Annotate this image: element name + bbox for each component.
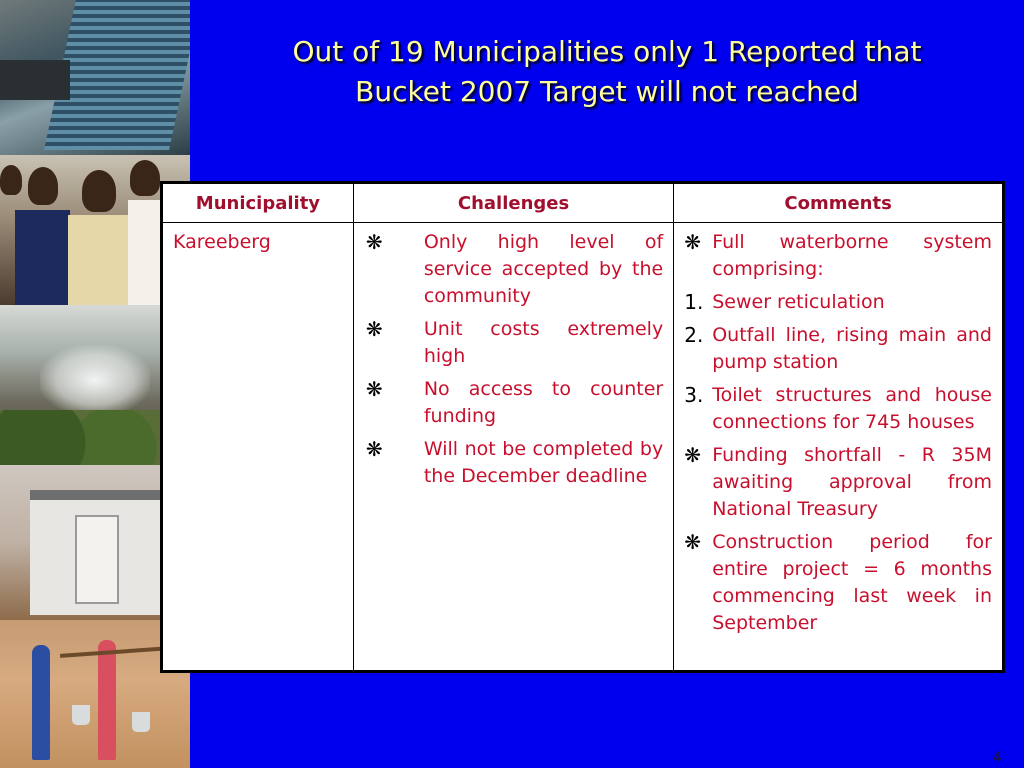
page-number: 4 (993, 750, 1002, 766)
title-line-1: Out of 19 Municipalities only 1 Reported that (292, 35, 922, 68)
challenge-text: Only high level of service accepted by the community (423, 231, 664, 307)
challenge-item (366, 229, 663, 310)
bullet-icon: ❋ (365, 317, 383, 341)
challenge-text: Will not be completed by the December deadline (423, 438, 664, 487)
header-challenges: Challenges (353, 183, 673, 223)
list-number: 1. (684, 290, 704, 314)
title-line-2: Bucket 2007 Target will not reached (355, 75, 859, 108)
bullet-icon: ❋ (684, 443, 701, 467)
comment-item (684, 229, 992, 283)
municipality-cell: Kareeberg (162, 223, 354, 672)
list-number: 2. (684, 323, 704, 347)
comment-item (684, 322, 992, 376)
comments-cell (674, 223, 1004, 672)
comment-text: Sewer reticulation (712, 291, 885, 313)
challenge-item (366, 316, 663, 370)
comment-text: Full waterborne system comprising: (712, 231, 992, 280)
comment-item (684, 529, 992, 637)
challenges-cell (353, 223, 673, 672)
bullet-icon: ❋ (684, 230, 701, 254)
comment-text: Construction period for entire project = 6 months commencing last week in September (712, 531, 992, 634)
challenge-text: Unit costs extremely high (423, 318, 664, 367)
comment-item (684, 289, 992, 316)
bullet-icon: ❋ (365, 437, 383, 461)
table-header-row (162, 183, 1004, 223)
bullet-icon: ❋ (684, 530, 701, 554)
bullet-icon: ❋ (365, 230, 383, 254)
comment-text: Funding shortfall - R 35M awaiting approval from National Treasury (712, 444, 992, 520)
comment-text: Toilet structures and house connections for 745 houses (712, 384, 992, 433)
header-comments: Comments (674, 183, 1004, 223)
water-treatment-photo (0, 0, 190, 155)
challenge-item (366, 376, 663, 430)
comment-item (684, 382, 992, 436)
comment-item (684, 442, 992, 523)
table-row (162, 223, 1004, 672)
challenge-text: No access to counter funding (423, 378, 664, 427)
header-municipality: Municipality (162, 183, 354, 223)
comment-text: Outfall line, rising main and pump station (712, 324, 992, 373)
challenge-item (366, 436, 663, 490)
municipality-table (160, 181, 1005, 673)
bullet-icon: ❋ (365, 377, 383, 401)
list-number: 3. (684, 383, 704, 407)
slide-title (212, 32, 1002, 112)
